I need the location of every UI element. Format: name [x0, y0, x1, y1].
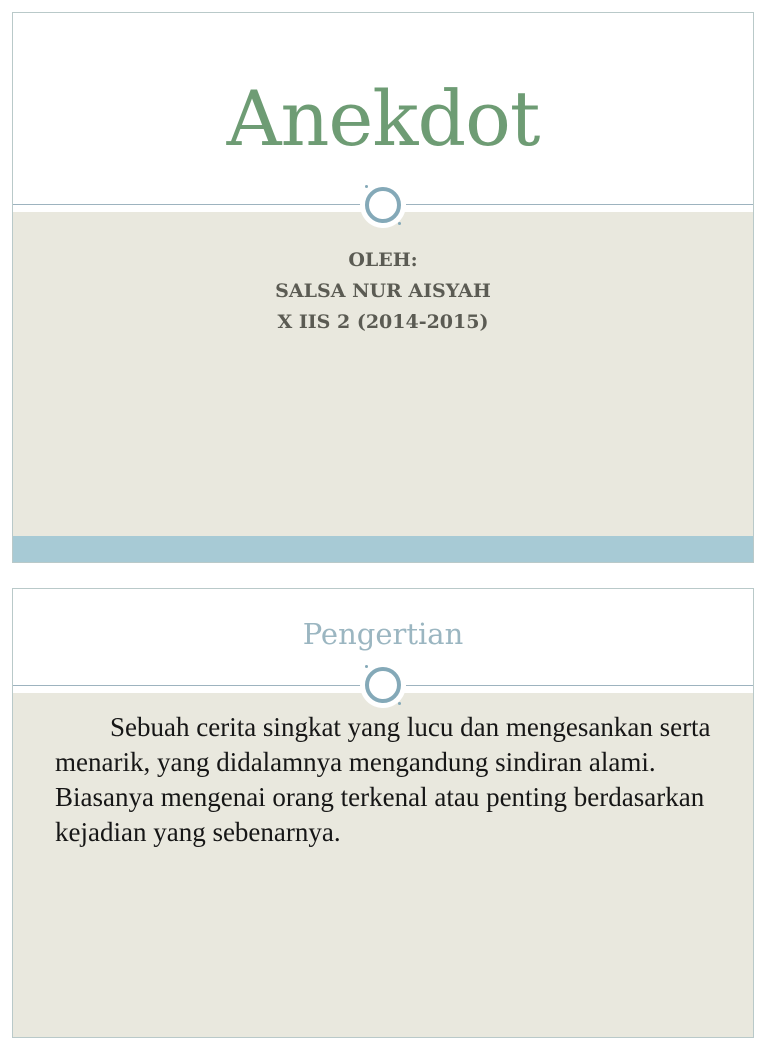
ornament-dot: [365, 665, 368, 668]
title-slide: [12, 12, 754, 563]
author-name: SALSA NUR AISYAH: [275, 280, 491, 302]
circle-ornament-icon: [360, 662, 406, 708]
slide-heading: Pengertian: [302, 617, 464, 651]
circle-ornament-icon: [360, 182, 406, 228]
definition-paragraph: Sebuah cerita singkat yang lucu dan mengesankan serta menarik, yang didalamnya mengandung sindiran alami. Biasanya mengenai orang terkenal atau penting berdasarkan kejadian yang sebenarnya.: [55, 712, 711, 847]
content-slide: [12, 588, 754, 1038]
slide-footer-band: [13, 536, 753, 562]
author-label: OLEH:: [348, 249, 418, 271]
slide-title: Anekdot: [226, 74, 540, 163]
ornament-ring: [365, 667, 401, 703]
slide-subtitle: [13, 245, 753, 338]
ornament-dot: [365, 185, 368, 188]
ornament-ring: [365, 187, 401, 223]
ornament-dot: [398, 702, 401, 705]
class-year: X IIS 2 (2014-2015): [277, 311, 489, 333]
slide-title-area: [13, 13, 753, 204]
ornament-dot: [398, 222, 401, 225]
